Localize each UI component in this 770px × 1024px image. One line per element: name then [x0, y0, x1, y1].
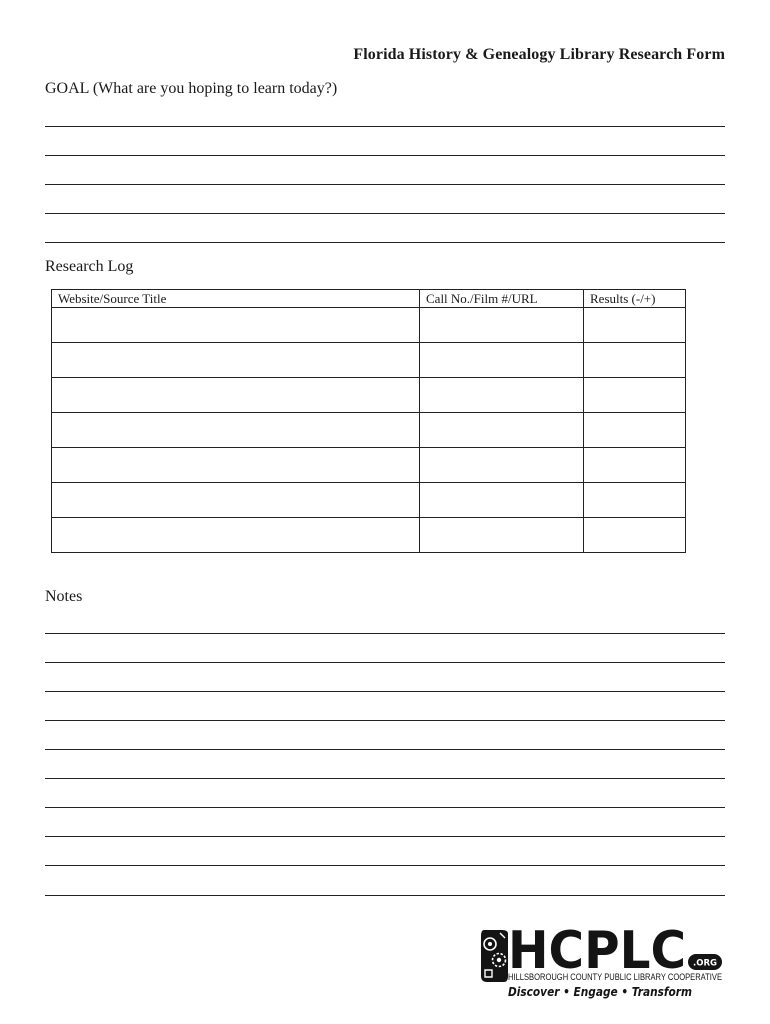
source-title-cell[interactable] — [52, 413, 420, 448]
notes-line[interactable] — [45, 778, 725, 779]
logo-wordmark: HCPLC — [508, 924, 686, 981]
results-cell[interactable] — [584, 308, 686, 343]
logo-tagline: Discover • Engage • Transform — [508, 985, 692, 999]
column-header-call-number: Call No./Film #/URL — [420, 290, 584, 308]
library-emblem-icon — [481, 930, 508, 982]
table-row — [52, 343, 686, 378]
notes-line[interactable] — [45, 836, 725, 837]
call-number-cell[interactable] — [420, 413, 584, 448]
call-number-cell[interactable] — [420, 448, 584, 483]
goal-line[interactable] — [45, 126, 725, 127]
notes-label: Notes — [45, 588, 83, 605]
goal-label: GOAL (What are you hoping to learn today?) — [45, 80, 338, 97]
goal-line[interactable] — [45, 155, 725, 156]
source-title-cell[interactable] — [52, 448, 420, 483]
call-number-cell[interactable] — [420, 483, 584, 518]
source-title-cell[interactable] — [52, 308, 420, 343]
hcplc-logo — [478, 924, 726, 1004]
table-row — [52, 308, 686, 343]
table-row — [52, 378, 686, 413]
research-log-label: Research Log — [45, 258, 134, 275]
goal-line[interactable] — [45, 184, 725, 185]
call-number-cell[interactable] — [420, 308, 584, 343]
org-badge — [688, 954, 722, 970]
source-title-cell[interactable] — [52, 343, 420, 378]
results-cell[interactable] — [584, 483, 686, 518]
goal-line[interactable] — [45, 242, 725, 243]
logo-org-name: HILLSBOROUGH COUNTY PUBLIC LIBRARY COOPERATIVE — [508, 972, 722, 982]
column-header-results: Results (-/+) — [584, 290, 686, 308]
notes-line[interactable] — [45, 691, 725, 692]
notes-line[interactable] — [45, 720, 725, 721]
results-cell[interactable] — [584, 343, 686, 378]
column-header-source-title: Website/Source Title — [52, 290, 420, 308]
results-cell[interactable] — [584, 378, 686, 413]
call-number-cell[interactable] — [420, 378, 584, 413]
results-cell[interactable] — [584, 448, 686, 483]
table-row — [52, 413, 686, 448]
research-log-table — [51, 289, 686, 553]
results-cell[interactable] — [584, 518, 686, 553]
notes-line[interactable] — [45, 633, 725, 634]
source-title-cell[interactable] — [52, 518, 420, 553]
notes-line[interactable] — [45, 749, 725, 750]
call-number-cell[interactable] — [420, 518, 584, 553]
notes-line[interactable] — [45, 895, 725, 896]
goal-line[interactable] — [45, 213, 725, 214]
table-header-row — [52, 290, 686, 308]
notes-line[interactable] — [45, 662, 725, 663]
table-row — [52, 448, 686, 483]
table-row — [52, 518, 686, 553]
notes-line[interactable] — [45, 807, 725, 808]
org-badge-label: .ORG — [693, 958, 717, 969]
table-row — [52, 483, 686, 518]
form-title: Florida History & Genealogy Library Research Form — [353, 46, 725, 63]
call-number-cell[interactable] — [420, 343, 584, 378]
results-cell[interactable] — [584, 413, 686, 448]
notes-line[interactable] — [45, 865, 725, 866]
source-title-cell[interactable] — [52, 483, 420, 518]
source-title-cell[interactable] — [52, 378, 420, 413]
